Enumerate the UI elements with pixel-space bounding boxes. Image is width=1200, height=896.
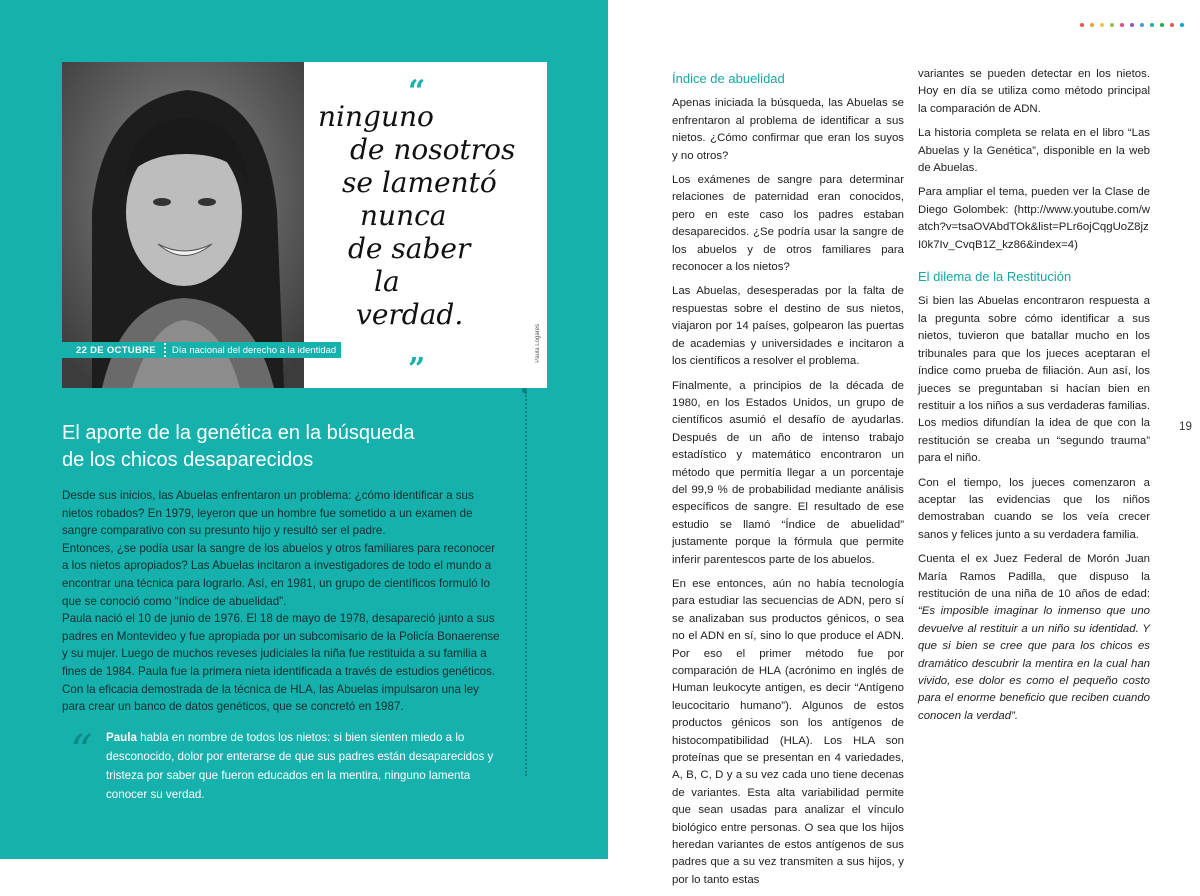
paragraph: En ese entonces, aún no había tecnología para estudiar las secuencias de ADN, pero sí se analizaban sus productos génicos, o sea no el ADN en sí, sino lo que produce el ADN. Por eso el primer método fue por comparación de HLA (acrónimo en inglés de Human leukocyte antigen, es decir “Antígeno leucocitario humano”). Algunos de estos productos génicos son los antígenos de histocompatibilidad (HLA). Los HLA son proteínas que se presentan en 4 variedades, A, B, C, D y a su vez cada uno tiene decenas de variantes. Esta alta variabilidad permite que sean usadas para analizar el vínculo biológico entre personas. O sea que los hijos heredan variantes de estos antígenos de sus padres que a su vez transmiten a sus hijos, y por lo tanto estas — [672, 577, 904, 886]
paragraph: Entonces, ¿se podía usar la sangre de los abuelos y otros familiares para reconocer a los nietos apropiados? Las Abuelas incitaron a investigadores de todo el mundo a encontrar una técnica para lograrlo. Así, en 1981, un grupo de científicos formuló lo que se conoció como “índice de abuelidad”. — [62, 541, 496, 608]
quote-line: verdad. — [356, 298, 464, 331]
photo-block — [62, 62, 547, 388]
quote-line: se lamentó — [342, 166, 497, 199]
dot — [1120, 23, 1124, 27]
right-page — [608, 0, 1200, 886]
paragraph: Finalmente, a principios de la década de 1980, en los Estados Unidos, un grupo de científicos asumió el desafío de ayudarlas. Después de un año de intenso trabajo estadístico y matemático encontraron un método que permitía llegar a un porcentaje del 99,9 % de probabilidad mediante análisis específicos de sangre. El resultado de ese estudio se llamó “Índice de abuelidad” justamente porque la fórmula que permite inferir parentescos parte de los abuelos. — [672, 379, 904, 566]
dot — [1080, 23, 1084, 27]
photo-credit: Paula Logares — [535, 324, 541, 363]
left-page — [0, 0, 608, 859]
dot — [1130, 23, 1134, 27]
pull-quote-body: habla en nombre de todos los nietos: si bien sienten miedo a lo desconocido, dolor por enterarse de que sus padres están desaparecidos y tristeza por saber que fueron educados en la mentira, ninguno lamenta conocer su verdad. — [106, 731, 494, 801]
photo-caption — [62, 342, 341, 358]
paragraph: Los exámenes de sangre para determinar relaciones de paternidad eran conocidos, pero en este caso los padres estaban desaparecidos. ¿Se podría usar la sangre de los abuelos y de otros familiares para reconocer a los nietos? — [672, 174, 904, 274]
paragraph: variantes se pueden detectar en los nietos. Hoy en día se utiliza como método principal la comparación de ADN. — [918, 68, 1150, 115]
section-heading — [62, 420, 532, 474]
text-column-1 — [672, 70, 904, 896]
subsection-heading: El dilema de la Restitución — [918, 269, 1072, 285]
quote-line: nunca — [360, 199, 447, 232]
dot — [1090, 23, 1094, 27]
paragraph: Para ampliar el tema, pueden ver la Clase de Diego Golombek: (http://www.youtube.com/watch?v=tsaOVAbdTOk&list=PLr6ojCqgUoZ8jzI0k7Iv_CvqB1Z_kz86&index=4) — [918, 186, 1150, 251]
quote-close-mark: ” — [408, 352, 426, 387]
dot — [1150, 23, 1154, 27]
page-number: 19 — [1179, 420, 1192, 433]
paragraph: Las Abuelas, desesperadas por la falta de respuestas sobre el destino de sus nietos, viajaron por 14 países, golpearon las puertas de academias y universidades e incitaron a los científicos a resolver el problema. — [672, 285, 904, 368]
quote-line: de saber — [348, 232, 471, 265]
pull-quote-text — [106, 728, 512, 804]
handwritten-quote — [312, 100, 537, 331]
pull-quote-name: Paula — [106, 731, 137, 744]
paragraph — [918, 551, 1150, 725]
quote-line: la — [374, 265, 400, 298]
dot — [1160, 23, 1164, 27]
quote-line: de nosotros — [350, 133, 516, 166]
quote-lead: Cuenta el ex Juez Federal de Morón Juan María Ramos Padilla, que dispuso la restitución de una niña de 10 años de edad: — [918, 553, 1150, 600]
judge-quote: “Es imposible imaginar lo inmenso que uno devuelve al restituir a un niño su identidad. Y que si bien se cree que para los chicos es dramático descubrir la mentira en la cual han vivido, ese dolor es como el pequeño costo para el enorme beneficio que reciben cuando conocen la verdad”. — [918, 605, 1150, 722]
heading-line: de los chicos desaparecidos — [62, 449, 314, 471]
caption-date: 22 DE OCTUBRE — [76, 344, 156, 356]
dot — [1140, 23, 1144, 27]
text-column-2 — [918, 66, 1150, 732]
handwritten-quote-panel — [304, 62, 547, 388]
paragraph: Desde sus inicios, las Abuelas enfrentaron un problema: ¿cómo identificar a sus nietos robados? En 1979, leyeron que un hombre fue sometido a un examen de sangre comparativo con su presunto hijo y resultó ser el padre. — [62, 489, 474, 538]
paragraph: Paula nació el 10 de junio de 1976. El 18 de mayo de 1978, desapareció junto a sus padres en Montevideo y fue apropiada por un subcomisario de la Policía Bonaerense y su mujer. Luego de muchos reveses judiciales la niña fue restituida a su familia a fines de 1984. Paula fue la primera nieta identificada a través de estudios genéticos. Con la eficacia demostrada de la técnica de HLA, las Abuelas impulsaron una ley para crear un banco de datos genéticos, que se concretó en 1987. — [62, 612, 500, 714]
caption-text: Día nacional del derecho a la identidad — [171, 344, 337, 356]
paragraph: Si bien las Abuelas encontraron respuesta a la pregunta sobre cómo identificar a sus nietos, tuvieron que batallar mucho en los tribunales para que los jueces aceptaran el índice como prueba de filiación. Aun así, los jueces se preguntaban si hacían bien en restituir a los niños a sus verdaderas familias. Los medios difundían la idea de que con la restitución se creaba un “segundo trauma” para el niño. — [918, 295, 1150, 465]
quote-open-mark: “ — [408, 74, 426, 109]
paragraph: Con el tiempo, los jueces comenzaron a aceptar las evidencias que los niños demostraban cuando se los veía crecer sanos y felices junto a su verdadera familia. — [918, 476, 1150, 541]
left-body-text — [62, 487, 504, 716]
portrait-image — [62, 62, 304, 388]
decorative-dots — [1080, 23, 1184, 27]
dot — [1110, 23, 1114, 27]
pull-quote-mark: “ — [70, 726, 93, 777]
caption-separator — [164, 343, 166, 357]
pull-quote — [62, 728, 512, 804]
paragraph: La historia completa se relata en el libro “Las Abuelas y la Genética”, disponible en la web de Abuelas. — [918, 127, 1150, 175]
subsection-heading: Índice de abuelidad — [672, 71, 785, 86]
heading-line: El aporte de la genética en la búsqueda — [62, 422, 415, 444]
dot — [1170, 23, 1174, 27]
quote-line: ninguno — [318, 100, 434, 133]
paragraph: Apenas iniciada la búsqueda, las Abuelas se enfrentaron al problema de identificar a sus nietos. ¿Cómo confirmar que eran los suyos y no otros? — [672, 97, 904, 162]
portrait-photo — [62, 62, 304, 388]
dot — [1100, 23, 1104, 27]
dot — [1180, 23, 1184, 27]
